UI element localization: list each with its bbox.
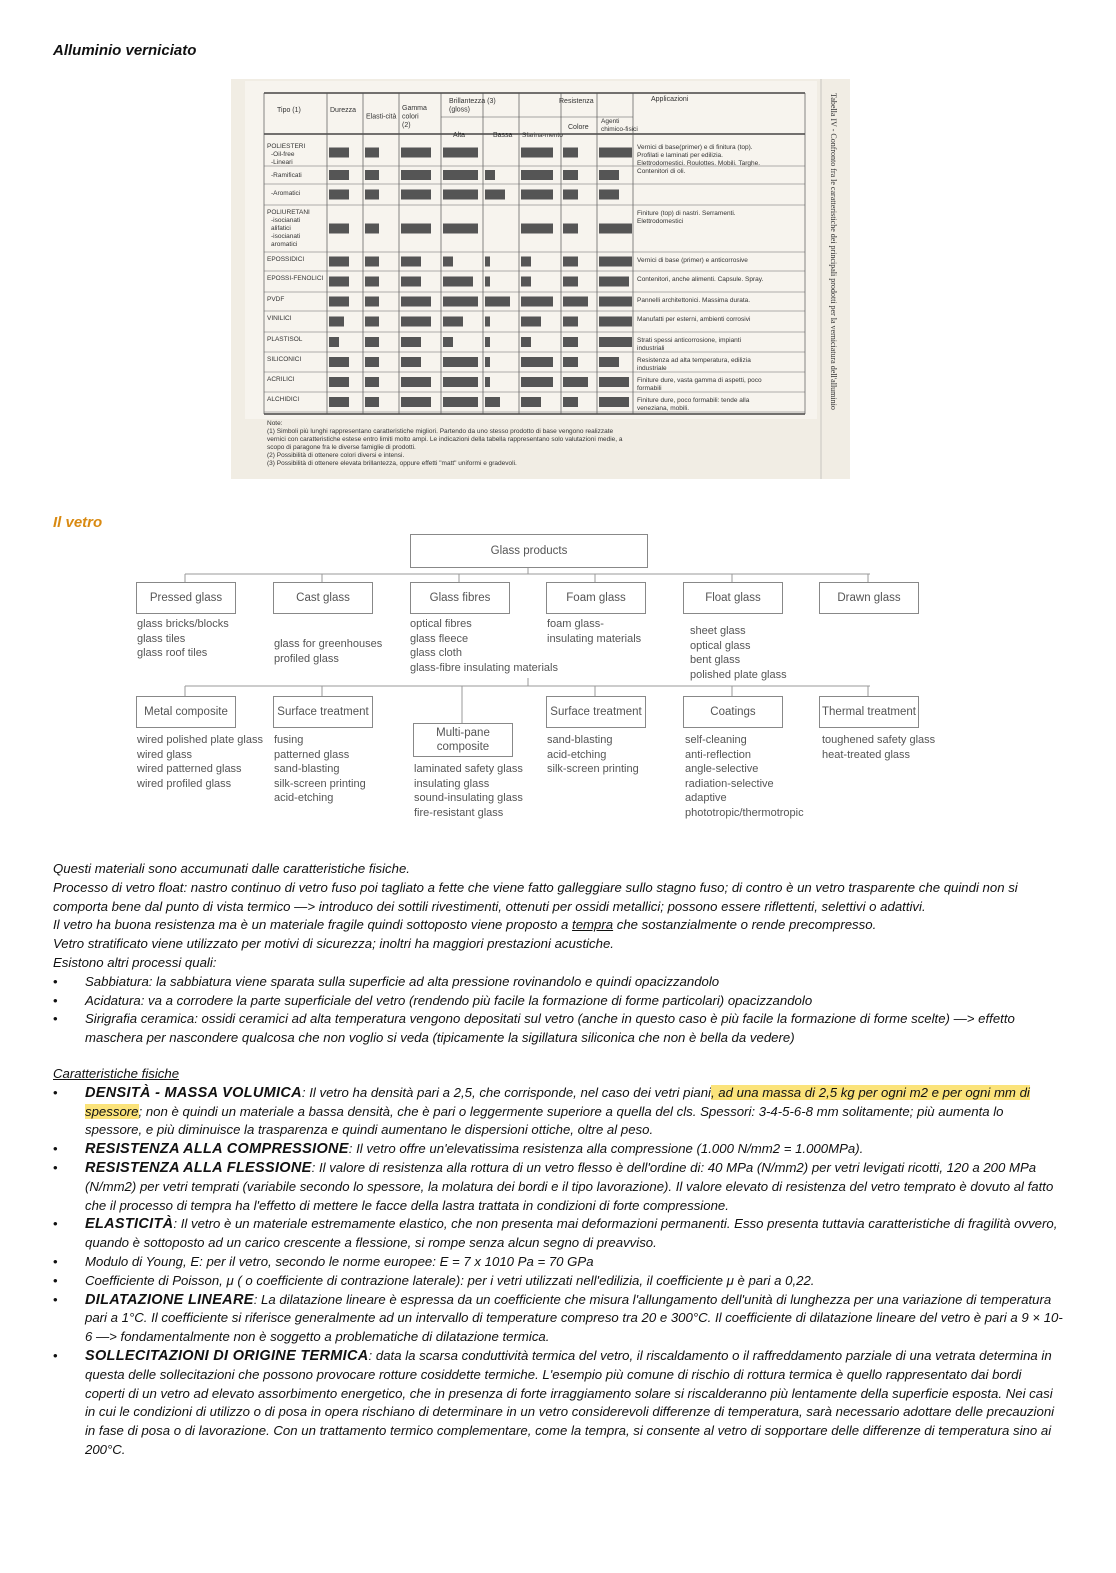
- subcategory-box: Thermal treatment: [819, 696, 919, 728]
- list-item: polished plate glass: [690, 668, 787, 681]
- list-item: radiation-selective: [685, 777, 774, 790]
- row-application: Contenitori, anche alimenti. Capsule. Spray.: [637, 276, 764, 283]
- table-note: (1) Simboli più lunghi rappresentano caratteristiche migliori. Partendo da uno stesso prodotto di base vengono realizzate: [267, 428, 614, 435]
- list-item: adaptive: [685, 792, 727, 805]
- row-application: Pannelli architettonici. Massima durata.: [637, 297, 751, 304]
- row-type: PLASTISOL: [267, 336, 303, 343]
- tempra-term: tempra: [572, 917, 614, 933]
- root-box: Glass products: [410, 534, 648, 568]
- category-box: Cast glass: [273, 582, 373, 614]
- list-item: laminated safety glass: [414, 763, 523, 775]
- list-item: optical glass: [690, 639, 751, 652]
- list-item: acid-etching: [274, 792, 334, 805]
- category-box: Pressed glass: [136, 582, 236, 614]
- list-item: wired patterned glass: [137, 763, 242, 776]
- row-subtype: -Oil-free -Lineari: [271, 151, 295, 166]
- list-item: glass roof tiles: [137, 647, 208, 660]
- section-heading-vetro: Il vetro: [53, 514, 103, 531]
- list-item: glass-fibre insulating materials: [410, 661, 558, 674]
- bullet-compressione: • RESISTENZA ALLA COMPRESSIONE: Il vetro offre un'elevatissima resistenza alla compressione (1.000 N/mm2 = 1.000MPa).: [53, 1140, 1063, 1159]
- bullet-poisson: • Coefficiente di Poisson, μ ( o coefficiente di contrazione laterale): per i vetri utilizzati nell'edilizia, il coefficiente μ è pari a 0,22.: [53, 1272, 1063, 1291]
- subcategory-box: Surface treatment: [546, 696, 646, 728]
- list-item: self-cleaning: [685, 734, 747, 746]
- header-gamma: Gamma colori (2): [402, 105, 427, 129]
- subcategory-box: Multi-pane composite: [413, 723, 513, 757]
- list-item: heat-treated glass: [822, 748, 911, 761]
- header-durezza: Durezza: [330, 107, 357, 114]
- header-alta: Alta: [453, 132, 466, 139]
- row-type: PVDF: [267, 296, 285, 303]
- list-item: sand-blasting: [547, 734, 613, 746]
- category-items: [137, 617, 229, 661]
- header-applicazioni: Applicazioni: [651, 96, 689, 103]
- list-item: optical fibres: [410, 618, 472, 630]
- row-subtype: -isocianati alifatici -isocianati aromatici: [271, 217, 301, 248]
- bullet-sirigrafia: • Sirigrafia ceramica: ossidi ceramici ad alta temperatura vengono depositati sul vetro (anche in questo caso è più facile la formazione di forme scelte) —> effetto maschera per nascondere qualcosa che non voglio si veda (tipicamente la sigillatura siliconica che non è bella da vedere): [53, 1010, 1063, 1048]
- bullet-elasticita: • ELASTICITÀ: Il vetro è un materiale estremamente elastico, che non presenta mai deformazioni permanenti. Esso presenta tuttavia caratteristiche di fragilità ovvero, quando è sottoposto ad un carico crescente a flessione, si rompe senza alcun segno di preavviso.: [53, 1215, 1063, 1253]
- section-heading-alluminio: Alluminio verniciato: [53, 42, 197, 59]
- row-type: POLIURETANI: [267, 209, 310, 216]
- row-type: POLIESTERI: [267, 143, 306, 150]
- subcategory-box: Metal composite: [136, 696, 236, 728]
- row-application: Finiture dure, poco formabili: tende alla veneziana, mobili.: [637, 397, 750, 412]
- category-items: [410, 617, 558, 675]
- list-item: patterned glass: [274, 748, 350, 761]
- subsection-title: Caratteristiche fisiche: [53, 1065, 180, 1081]
- list-item: fusing: [274, 734, 304, 746]
- subcategory-box: Coatings: [683, 696, 783, 728]
- header-resistenza: Resistenza: [559, 98, 594, 105]
- row-type: EPOSSIDICI: [267, 256, 305, 263]
- row-application: Resistenza ad alta temperatura, edilizia industriale: [637, 357, 751, 372]
- category-box: Drawn glass: [819, 582, 919, 614]
- table-note: scopo di paragone fra le diverse famiglie di prodotti.: [267, 444, 416, 451]
- bullet-sollecitazioni: • SOLLECITAZIONI DI ORIGINE TERMICA: data la scarsa conduttività termica del vetro, il riscaldamento o il raffreddamento parziale di una vetrata determina in questa delle sollecitazioni che possono provocare rotture cosiddette termiche. L'esempio più comune di rischio di rottura termica è quello rappresentato dai bordi coperti di un vetro ad elevato assorbimento energetico, che in presenza di forte irraggiamento solare si riscalderanno più lentamente della superficie esposta. Nei casi in cui le condizioni di utilizzo o di posa in opera rischiano di determinare in un vetro considerevoli differenze di temperatura, sarà necessario adottare delle precauzioni in fase di posa o di lavorazione. Con un trattamento termico complementare, come la tempra, si consente al vetro di sopportare delle differenze di temperatura sino ai 200°C.: [53, 1347, 1063, 1460]
- row-subtype: -Ramificati: [271, 172, 302, 179]
- header-elasticita: Elasti-cità: [366, 113, 397, 121]
- bullet-flessione: • RESISTENZA ALLA FLESSIONE: Il valore di resistenza alla rottura di un vetro flesso è dell'ordine di: 40 MPa (N/mm2) per vetri levigati ricotti, 120 a 200 MPa (N/mm2) per vetri temprati (variabile secondo lo spessore, la molatura dei bordi e il tipo lavorazione). Il valore elevato di resistenza del vetro temprato è dovuto al fatto che il processo di tempra ha l'effetto di mettere le facce della lastra trattata in condizioni di forte compressione.: [53, 1159, 1063, 1215]
- subcategory-items: [547, 733, 639, 777]
- paragraph: Il vetro ha buona resistenza ma è un materiale fragile quindi sottoposto viene proposto a tempra che sostanzialmente o rende precompresso.: [53, 917, 877, 933]
- header-tipo: Tipo (1): [277, 107, 301, 114]
- list-item: acid-etching: [547, 748, 607, 761]
- list-item: insulating materials: [547, 632, 642, 645]
- bullet-densita: • DENSITÀ - MASSA VOLUMICA: Il vetro ha densità pari a 2,5, che corrisponde, nel caso dei vetri piani, ad una massa di 2,5 kg per ogni m2 e per ogni mm di spessore; non è quindi un materiale a bassa densità, che è pari o leggermente superiore a quella del cls. Spessori: 3-4-5-6-8 mm solitamente; più aumenta lo spessore, e più diminuisce la trasparenza e quindi aumentano le dispersioni ottiche, oltre al peso.: [53, 1084, 1063, 1140]
- row-type: ACRILICI: [267, 376, 295, 383]
- list-item: phototropic/thermotropic: [685, 806, 804, 819]
- highlighted-text: , ad una massa di 2,5 kg per ogni m2 e per ogni mm di spessore: [85, 1084, 1030, 1119]
- row-type: VINILICI: [267, 315, 292, 322]
- subcategory-items: [414, 762, 523, 820]
- row-application: Finiture dure, vasta gamma di aspetti, poco formabili: [637, 377, 762, 392]
- subcategory-box: Surface treatment: [273, 696, 373, 728]
- header-brillantezza: Brillantezza (3) (gloss): [449, 98, 496, 114]
- subcategory-items: [137, 733, 263, 791]
- list-item: toughened safety glass: [822, 734, 936, 746]
- list-item: foam glass-: [547, 618, 604, 630]
- list-item: wired polished plate glass: [137, 734, 263, 746]
- row-type: SILICONICI: [267, 356, 302, 363]
- paragraph: Vetro stratificato viene utilizzato per motivi di sicurezza; inoltri ha maggiori prestazioni acustiche.: [53, 936, 614, 952]
- bullet-dilatazione: • DILATAZIONE LINEARE: La dilatazione lineare è espressa da un coefficiente che misura l'allungamento dell'unità di lunghezza per una variazione di temperatura pari a 1°C. Il coefficiente si riferisce generalmente ad un intervallo di temperature compreso tra 20 e 300°C. Il coefficiente di dilatazione lineare del vetro è pari a 9 × 10-6 —> fondamentalmente non è soggetto a problematiche di dilatazione termica.: [53, 1291, 1063, 1347]
- category-items: [274, 637, 382, 666]
- row-application: Finiture (top) di nastri. Serramenti. Elettrodomestici: [637, 210, 736, 225]
- list-item: wired profiled glass: [137, 777, 232, 790]
- header-sfarinamento: Sfarina-mento: [522, 132, 563, 139]
- row-application: Strati spessi anticorrosione, impianti industriali: [637, 337, 742, 352]
- table-note: (2) Possibilità di ottenere colori diversi e intensi.: [267, 452, 405, 459]
- category-items: [690, 624, 787, 682]
- list-item: wired glass: [137, 748, 193, 761]
- list-item: insulating glass: [414, 777, 490, 790]
- row-subtype: -Aromatici: [271, 190, 301, 197]
- row-application: Manufatti per esterni, ambienti corrosivi: [637, 316, 751, 323]
- header-bassa: Bassa: [493, 132, 513, 139]
- row-application: Vernici di base(primer) e di finitura (top). Profilati e laminati per edilizia. Elettrodomestici. Roulottes. Mobili. Targhe. Contenitori di oli.: [637, 144, 761, 175]
- list-item: sound-insulating glass: [414, 792, 523, 805]
- table-note: vernici con caratteristiche estese entro limiti molto ampi. Le indicazioni della tabella rappresentano solo valutazioni medie, a: [267, 436, 623, 443]
- category-box: Float glass: [683, 582, 783, 614]
- list-item: angle-selective: [685, 763, 759, 776]
- table-side-title: Tabella IV - Confronto fra le caratteristiche dei principali prodotti per la verniciatura dell'alluminio: [829, 93, 838, 410]
- bullet-sabbiatura: • Sabbiatura: la sabbiatura viene sparata sulla superficie ad alta pressione rovinandolo e quindi opacizzandolo: [53, 973, 1063, 992]
- subcategory-items: [685, 733, 804, 821]
- row-application: Vernici di base (primer) e anticorrosive: [637, 257, 748, 264]
- subcategory-items: [274, 733, 366, 806]
- list-item: glass cloth: [410, 647, 462, 660]
- category-items: [547, 617, 641, 646]
- bullet-young: • Modulo di Young, E: per il vetro, secondo le norme europee: E = 7 x 1010 Pa = 70 GPa: [53, 1253, 1063, 1272]
- list-item: fire-resistant glass: [414, 806, 504, 819]
- list-item: glass tiles: [137, 632, 186, 645]
- row-type: ALCHIDICI: [267, 396, 300, 403]
- category-box: Foam glass: [546, 582, 646, 614]
- list-item: silk-screen printing: [274, 777, 366, 790]
- header-colore: Colore: [568, 124, 589, 131]
- paragraph: Questi materiali sono accumunati dalle caratteristiche fisiche.: [53, 861, 410, 876]
- list-item: silk-screen printing: [547, 763, 639, 776]
- row-type: EPOSSI-FENOLICI: [267, 275, 324, 282]
- list-item: sheet glass: [690, 625, 746, 637]
- bullet-acidatura: • Acidatura: va a corrodere la parte superficiale del vetro (rendendo più facile la formazione di forme particolari) opacizzandolo: [53, 992, 1063, 1011]
- paragraph: Processo di vetro float: nastro continuo di vetro fuso poi tagliato a fette che viene fatto galleggiare sullo stagno fuso; di contro è un vetro trasparente che quindi non si comporta bene dal punto di vista termico —> introduco dei sottili rivestimenti, ottenuti per ossidi metallici; possono essere riflettenti, selettivi o adattivi.: [53, 879, 1018, 914]
- table-note: Note:: [267, 420, 283, 427]
- table-note: (3) Possibilità di ottenere elevata brillantezza, oppure effetti "matt" uniformi e gradevoli.: [267, 460, 517, 467]
- paragraph: Esistono altri processi quali:: [53, 954, 217, 970]
- body-text: [53, 860, 1063, 1460]
- list-item: sand-blasting: [274, 763, 340, 776]
- category-box: Glass fibres: [410, 582, 510, 614]
- list-item: profiled glass: [274, 652, 339, 665]
- list-item: bent glass: [690, 654, 741, 667]
- list-item: glass fleece: [410, 632, 469, 645]
- list-item: glass bricks/blocks: [137, 618, 229, 630]
- list-item: anti-reflection: [685, 748, 752, 761]
- subcategory-items: [822, 733, 935, 762]
- header-agenti: Agenti chimico-fisici: [601, 118, 638, 133]
- list-item: glass for greenhouses: [274, 638, 383, 650]
